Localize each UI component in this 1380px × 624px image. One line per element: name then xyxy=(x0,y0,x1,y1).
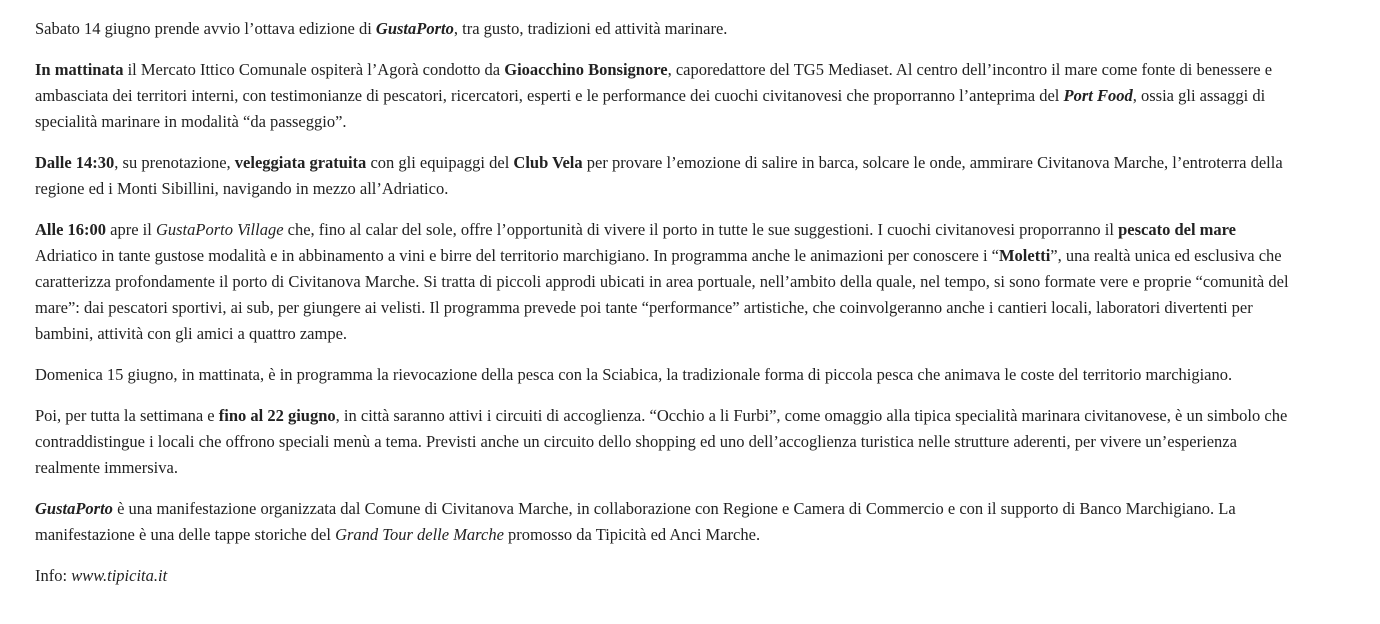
text: il Mercato Ittico Comunale ospiterà l’Agorà condotto da xyxy=(123,60,505,79)
bold-text: Club Vela xyxy=(513,153,583,172)
paragraph-info xyxy=(35,563,1290,589)
text: , su prenotazione, xyxy=(114,153,235,172)
text: , ossia gli assaggi di specialità marinare in modalità “da passeggio”. xyxy=(35,86,1266,131)
bold-text: Alle 16:00 xyxy=(35,220,107,239)
text: Domenica 15 giugno, in mattinata, è in programma la rievocazione della pesca con la Sciabica, la tradizionale forma di piccola pesca che animava le coste del territorio marchigiano. xyxy=(35,365,1233,384)
text: ”, una realtà unica ed esclusiva che caratterizza profondamente il porto di Civitanova Marche. Si tratta di piccoli approdi ubicati in area portuale, nell’ambito della quale, nel tempo, si sono formate vere e proprie “comunità del mare”: dai pescatori sportivi, ai sub, per giungere ai velisti. Il programma prevede poi tante “performance” artistiche, che coinvolgeranno anche i cantieri locali, laboratori divertenti per bambini, attività con gli amici a quattro zampe. xyxy=(35,246,1289,343)
bold-text: In mattinata xyxy=(35,60,124,79)
italic-text: GustaPorto Village xyxy=(155,220,284,239)
paragraph-week xyxy=(35,403,1290,481)
text: è una manifestazione organizzata dal Comune di Civitanova Marche, in collaborazione con Regione e Camera di Commercio e con il supporto di Banco Marchigiano. La manifestazione è una delle tappe storiche del xyxy=(35,499,1236,544)
bold-text: Moletti xyxy=(998,246,1051,265)
info-website: www.tipicita.it xyxy=(71,566,168,585)
paragraph-morning xyxy=(35,57,1290,135)
text: Poi, per tutta la settimana e xyxy=(35,406,219,425)
text: , caporedattore del TG5 Mediaset. Al centro dell’incontro il mare come fonte di benessere e ambasciata dei territori interni, con testimonianze di pescatori, ricercatori, esperti e le performance dei cuochi civitanovesi che proporranno l’anteprima del xyxy=(35,60,1273,105)
paragraph-organization xyxy=(35,496,1290,548)
bold-text: fino al 22 giugno xyxy=(218,406,336,425)
port-food-name: Port Food xyxy=(1063,86,1133,105)
bold-text: pescato del mare xyxy=(1118,220,1237,239)
event-name: GustaPorto xyxy=(375,19,454,38)
italic-text: Grand Tour delle Marche xyxy=(335,525,504,544)
text: Sabato 14 giugno prende avvio l’ottava edizione di xyxy=(35,19,376,38)
bold-text: Gioacchino Bonsignore xyxy=(504,60,668,79)
text: , tra gusto, tradizioni ed attività marinare. xyxy=(453,19,728,38)
paragraph-sailing xyxy=(35,150,1290,202)
paragraph-intro xyxy=(35,16,1290,42)
text: che, fino al calar del sole, offre l’opportunità di vivere il porto in tutte le sue suggestioni. I cuochi civitanovesi proporranno il xyxy=(283,220,1119,239)
text: , in città saranno attivi i circuiti di accoglienza. “Occhio a li Furbi”, come omaggio alla tipica specialità marinara civitanovese, è un simbolo che contraddistingue i locali che offrono speciali menù a tema. Previsti anche un circuito dello shopping ed uno dell’accoglienza turistica nelle strutture aderenti, per vivere un’esperienza realmente immersiva. xyxy=(35,406,1288,477)
text: con gli equipaggi del xyxy=(366,153,514,172)
text: per provare l’emozione di salire in barca, solcare le onde, ammirare Civitanova Marche, l’entroterra della regione ed i Monti Sibillini, navigando in mezzo all’Adriatico. xyxy=(35,153,1283,198)
bold-text: veleggiata gratuita xyxy=(234,153,367,172)
paragraph-village xyxy=(35,217,1290,347)
text: Adriatico in tante gustose modalità e in abbinamento a vini e birre del territorio marchigiano. In programma anche le animazioni per conoscere i “ xyxy=(35,246,999,265)
text: promosso da Tipicità ed Anci Marche. xyxy=(503,525,761,544)
info-label: Info: xyxy=(35,566,72,585)
event-name: GustaPorto xyxy=(35,499,113,518)
bold-text: Dalle 14:30 xyxy=(35,153,115,172)
text: apre il xyxy=(106,220,156,239)
paragraph-sunday xyxy=(35,362,1290,388)
